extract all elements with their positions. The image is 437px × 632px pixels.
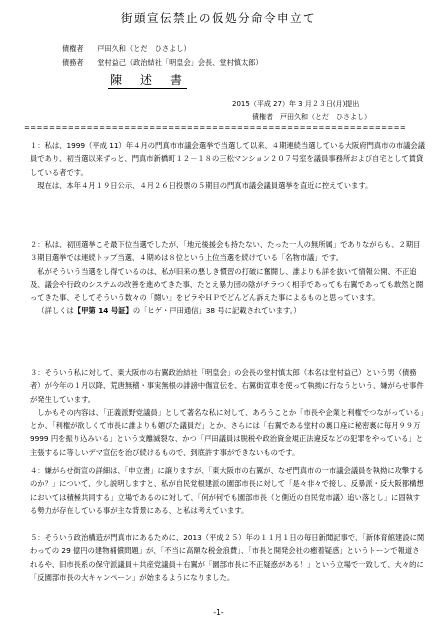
statement-heading: 陳 述 書	[110, 73, 186, 87]
party-debtor	[62, 56, 263, 70]
paragraph: ２：私は、初回選挙こそ最下位当選でしたが、「地元後援会も持たない、たった一人の無所属」でありながらも、２期目３期目選挙では連続トップ当選、４期めは８位という上位当選を続けている「名物市議」です。	[30, 240, 421, 263]
section-2	[30, 238, 426, 318]
party-role: 債務者	[62, 58, 84, 67]
page-number: -1-	[213, 608, 224, 617]
document-title: 街頭宣伝禁止の仮処分命令申立て	[121, 11, 316, 25]
paragraph: しかもその内容は、「正義派野党議員」として著名な私に対して、あろうことか「市長や企業と利権でつながっている」とか、「利権が欲しくて市長に誰よりも媚びた議員だ」とか、さらには「右翼である堂村の裏口座に秘密裏に毎月９９万 9999 円を振り込みいる」という支離滅裂な、かつ「戸田議員は脱税や政治資金規正法違反などの犯罪をやっている」と主張するに等しいデマ宣伝を治び続けるもので、到底許す事ができないものです。	[30, 407, 424, 457]
paragraph: 私がそういう当選をし得ているのは、私が旧来の悪しき慣習の打破に奮闘し、誰よりも詳を抜いて情報公開、不正追及、議会や行政のシステムの改善を進めてきた事、たとえ暴力団の陰がチラつく相手であっても右翼であっても敢然と闘ってきた事、そしてそういう数々の「闘い」をビラやＨＰでどんどん訴えた事によるものと思っています。	[30, 266, 424, 303]
submission-date: 2015（平成 27）年 3 月２３日(月)提出	[232, 100, 360, 108]
paragraph: ５：そういう政治構造が門真市にあるために、2013（平成２５）年の１１月１日の毎日新聞記事で、「新体育館建設に関わっての 29 億円の建物補償問題」が、「不当に高額な税金浪費」、「市長と開発会社の癒着疑惑」というトーンで報道されるや、旧市長系の保守派議員＋共産党議員＋右翼が「園部市長に不正疑惑がある！」という立場で一致して、大々的に「反園部市長の大キャンペーン」が始まるようになりました。	[30, 533, 425, 582]
separator-line: =============================================================	[24, 124, 407, 132]
exhibit-reference: 【甲第 14 号証】	[73, 306, 133, 316]
party-name: 堂村益己（政治結社「明皇会」会長、堂村慎太郎）	[97, 58, 263, 67]
party-list	[62, 42, 263, 70]
section-5	[30, 531, 426, 584]
paragraph-with-exhibit: （詳しくは【甲第 14 号証】の「ヒゲ・戸田通信」38 号に記載されています。）	[37, 306, 301, 316]
party-role: 債権者	[62, 44, 84, 53]
section-4	[30, 464, 426, 517]
paragraph: ３：そういう私に対して、東大阪市の右翼政治結社「明皇会」の会長の堂村慎太郎（本名は堂村益己）という男（債務者）が今年の１月以降、荒唐無稽・事実無根の誹謗中傷宣伝を、右翼街宣車を使って執拗に行なうという、嫌がらせ事件が発生しています。	[30, 368, 424, 404]
filer-name: 債権者 戸田久和（とだ ひさよし）	[252, 113, 371, 121]
section-3	[30, 366, 426, 459]
party-creditor	[62, 42, 263, 56]
paragraph: １：私は、1999（平成 11）年４月の門真市市議会選挙で当選して以来、４期連続当選している大阪府門真市の市議会議員であり、初当選以来ずっと、門真市新橋町１２－１８の三松マンション２０７号室を議員事務所および自宅として賃貸している者です。	[30, 141, 426, 177]
party-name: 戸田久和（とだ ひさよし）	[97, 44, 191, 53]
paragraph: 現在は、本年４月１９日公示、４月２６日投票の５期目の門真市議会議員選挙を直近に控えています。	[37, 180, 373, 190]
section-1	[30, 139, 426, 192]
paragraph: ４：嫌がらせ街宣の詳細は、「申立書」に譲りますが、「東大阪市の右翼が、なぜ門真市の一市議会議員を執拗に攻撃するのか？」について、少し説明しますと、私が自民党根建派の園部市長に対して「是々非々で接し、反暴派・反大阪都構想においては積極共同する」立場であるのに対して、「何が何でも園部市長（と側近の自民党市議）追い落とし」に固執する勢力が存在している事が主な背景にある、と私は考えています。	[30, 466, 424, 515]
